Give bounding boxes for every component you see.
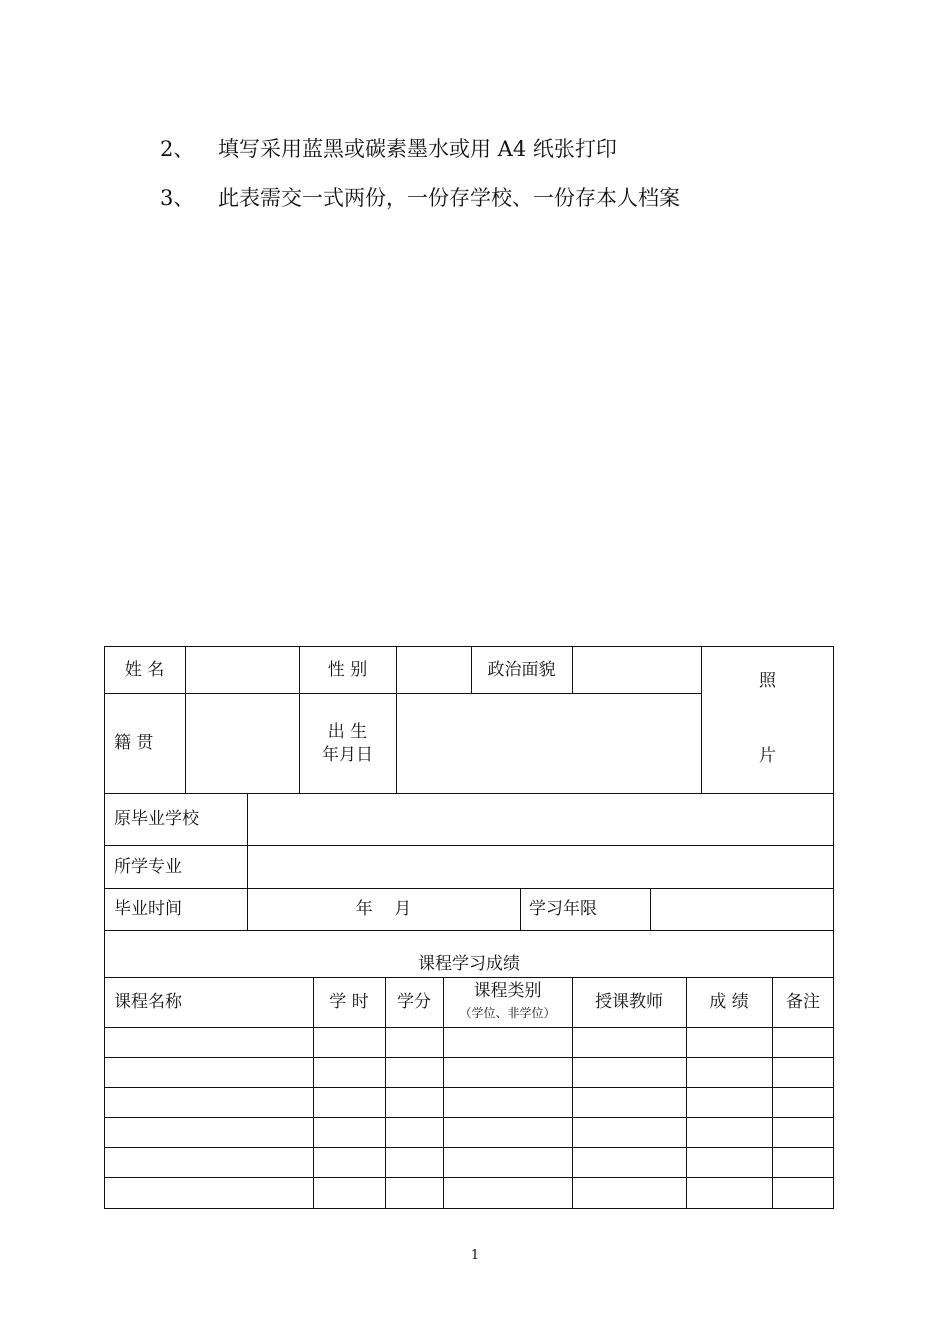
course-credit-header: 学分 [397,992,431,1012]
col-divider [572,646,573,693]
col-divider [701,646,702,793]
photo-label: 片 [759,746,776,766]
previous-school-label: 原毕业学校 [114,809,199,829]
birth-date-label: 出 生 [327,722,368,742]
note-text: 填写采用蓝黑或碳素墨水或用 A4 纸张打印 [218,137,617,161]
course-teacher-header: 授课教师 [595,992,663,1012]
course-name-header: 课程名称 [114,992,182,1012]
course-type-note: （学位、非学位） [459,1006,556,1020]
name-label: 姓 名 [124,660,165,680]
row-divider [104,1117,834,1118]
col-divider [520,888,521,930]
major-label: 所学专业 [114,857,182,877]
note-number: 2、 [160,137,195,161]
row-divider [104,1027,834,1028]
course-type-header: 课程类别 [473,981,542,1001]
row-divider [104,977,834,978]
row-divider [104,1057,834,1058]
table-border-bottom [104,1208,834,1209]
row-divider [104,888,834,889]
page-number: 1 [470,1248,480,1263]
row-divider [104,930,834,931]
col-divider [396,646,397,793]
graduation-time-label: 毕业时间 [114,899,182,919]
col-divider [650,888,651,930]
note-text: 此表需交一式两份，一份存学校、一份存本人档案 [218,186,680,210]
row-divider [104,1177,834,1178]
row-divider [104,845,834,846]
course-hours-header: 学 时 [329,992,369,1012]
birth-date-label: 年月日 [322,745,373,765]
row-divider [104,1087,834,1088]
political-status-label: 政治面貌 [487,660,556,680]
note-number: 3、 [160,186,195,210]
photo-label: 照 [759,671,776,691]
col-divider [185,646,186,793]
row-divider [104,1147,834,1148]
course-score-header: 成 绩 [709,992,749,1012]
course-scores-title: 课程学习成绩 [418,954,520,974]
registration-form [104,646,834,1209]
graduation-time-value: 年 月 [355,899,412,919]
row-divider [104,793,834,794]
row-divider [104,693,701,694]
gender-label: 性 别 [327,660,368,680]
study-years-label: 学习年限 [529,899,597,919]
table-border-right [833,646,834,1209]
table-border-left [104,646,105,1209]
table-border-top [104,646,834,647]
native-place-label: 籍 贯 [114,733,154,753]
course-remark-header: 备注 [786,992,820,1012]
